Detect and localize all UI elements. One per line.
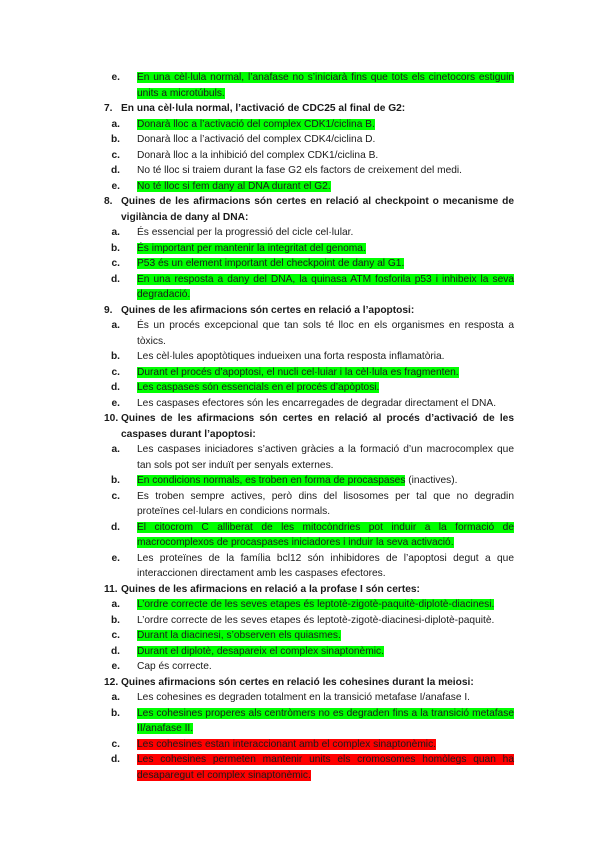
- answer-option: [104, 520, 514, 551]
- question-heading: [104, 675, 514, 691]
- option-text-segment: Les caspases iniciadores s’activen gràcies a la formació d’un macrocomplex que tan sols pot ser induït per senyals externes.: [137, 444, 514, 471]
- answer-option: [104, 117, 514, 133]
- highlight-correct: Les caspases són essencials en el procés d’apòptosi.: [137, 382, 380, 393]
- option-text: [137, 163, 514, 179]
- answer-option: [104, 706, 514, 737]
- question-number: 11.: [104, 583, 118, 595]
- highlight-correct: En una resposta a dany del DNA, la quinasa ATM fosforila p53 i inhibeix la seva degradació.: [137, 273, 514, 300]
- highlight-correct: No té lloc si fem dany al DNA durant el G2.: [137, 180, 331, 192]
- option-letter: b.: [110, 134, 120, 145]
- answer-option: [104, 163, 514, 179]
- option-text: [137, 349, 514, 365]
- option-letter: e.: [111, 72, 120, 83]
- option-letter: e.: [111, 552, 120, 564]
- answer-option: [104, 272, 514, 303]
- option-text-segment: (inactives).: [405, 475, 458, 486]
- answer-option: [104, 179, 514, 195]
- option-letter: a.: [111, 599, 120, 610]
- question-text: Quines afirmacions són certes en relació les cohesines durant la meiosi:: [121, 676, 474, 688]
- answer-option: [104, 318, 514, 349]
- option-text: [137, 690, 514, 706]
- option-letter: d.: [110, 645, 120, 657]
- option-text: [137, 318, 514, 349]
- option-letter: b.: [110, 351, 120, 362]
- highlight-correct: En una cèl·lula normal, l’anafase no s’iniciarà fins que tots els cinetocors estiguin units a microtúbuls.: [137, 72, 514, 99]
- option-letter: a.: [111, 227, 120, 238]
- option-text-segment: Les caspases efectores són les encarregades de degradar directament el DNA.: [137, 397, 497, 409]
- question-number: 9.: [104, 304, 113, 316]
- answer-option: [104, 628, 514, 644]
- option-text: [137, 752, 514, 783]
- question-number: 10.: [104, 413, 119, 424]
- option-text: [137, 489, 514, 520]
- answer-option: [104, 132, 514, 148]
- answer-option: [104, 256, 514, 272]
- answer-option: [104, 489, 514, 520]
- option-text: [137, 613, 514, 629]
- option-text-segment: És essencial per la progressió del cicle cel·lular.: [137, 227, 354, 238]
- option-text: [137, 380, 514, 396]
- option-text: [137, 520, 514, 551]
- option-letter: c.: [111, 630, 120, 641]
- option-text: [137, 644, 514, 660]
- option-text: [137, 272, 514, 303]
- answer-option: [104, 396, 514, 412]
- highlight-correct: El citocrom C alliberat de les mitocòndries pot induir a la formació de macrocomplexos de procaspases iniciadores i induir la seva activació.: [137, 521, 514, 548]
- option-letter: e.: [111, 661, 120, 672]
- option-text: [137, 241, 514, 257]
- question-heading: [104, 303, 514, 319]
- option-text-segment: Les cohesines es degraden totalment en la transició metafase I/anafase I.: [137, 692, 470, 703]
- option-text: [137, 132, 514, 148]
- option-text: [137, 628, 514, 644]
- option-text: [137, 551, 514, 582]
- question-number: 12.: [104, 676, 119, 688]
- option-text: [137, 706, 514, 737]
- highlight-incorrect: Les cohesines estan interaccionant amb el complex sinaptonèmic.: [137, 738, 436, 750]
- question-heading: [104, 194, 514, 225]
- highlight-correct: P53 és un element important del checkpoint de dany al G1.: [137, 258, 405, 269]
- option-letter: a.: [111, 118, 120, 130]
- option-letter: b.: [110, 475, 120, 486]
- option-letter: d.: [110, 754, 120, 765]
- option-letter: c.: [111, 258, 120, 269]
- option-letter: c.: [111, 149, 120, 161]
- answer-option: [104, 551, 514, 582]
- question-list: [104, 70, 514, 783]
- option-letter: b.: [110, 707, 120, 719]
- highlight-correct: L’ordre correcte de les seves etapes és leptotè-zigotè-paquitè-diplotè-diacinesi.: [137, 599, 495, 610]
- option-letter: b.: [110, 614, 120, 626]
- answer-option: [104, 241, 514, 257]
- question-number: 8.: [104, 196, 113, 207]
- highlight-correct: Durant el diplotè, desapareix el complex sinaptonèmic.: [137, 645, 384, 657]
- question-text: Quines de les afirmacions són certes en relació al procés d’activació de les caspases durant l’apoptosi:: [121, 413, 514, 440]
- option-text-segment: Cap és correcte.: [137, 661, 212, 672]
- option-letter: d.: [110, 521, 120, 533]
- highlight-correct: Durant el procés d’apoptosi, el nucli cel·luiar i la cèl·lula es fragmenten.: [137, 366, 459, 378]
- option-letter: a.: [111, 444, 120, 455]
- option-text-segment: Les cèl·lules apoptòtiques indueixen una forta resposta inflamatòria.: [137, 351, 445, 362]
- option-letter: a.: [111, 692, 120, 703]
- answer-option: [104, 365, 514, 381]
- option-letter: e.: [111, 397, 120, 409]
- option-text: [137, 148, 514, 164]
- answer-option: [104, 473, 514, 489]
- option-text-segment: Les proteïnes de la família bcl12 són inhibidores de l’apoptosi degut a que interaccionen directament amb les caspases efectores.: [137, 552, 514, 579]
- answer-option: [104, 644, 514, 660]
- answer-option: [104, 737, 514, 753]
- highlight-incorrect: Les cohesines permeten mantenir units els cromosomes homòlegs quan ha desaparegut el complex sinaptonèmic.: [137, 754, 514, 781]
- option-text-segment: Es troben sempre actives, però dins del lisosomes per tal que no degradin proteïnes cel·lulars en condicions normals.: [137, 490, 514, 517]
- answer-option: [104, 659, 514, 675]
- option-text: [137, 659, 514, 675]
- highlight-correct: En condicions normals, es troben en forma de procaspases: [137, 475, 406, 486]
- answer-option: [104, 613, 514, 629]
- option-letter: d.: [110, 273, 120, 285]
- answer-option: [104, 70, 514, 101]
- answer-option: [104, 380, 514, 396]
- highlight-correct: Donarà lloc a l’activació del complex CDK1/ciclina B.: [137, 118, 375, 130]
- option-letter: c.: [111, 490, 120, 502]
- option-text: [137, 737, 514, 753]
- question-text: Quines de les afirmacions són certes en relació al checkpoint o mecanisme de vigilància de dany al DNA:: [121, 196, 514, 223]
- answer-option: [104, 148, 514, 164]
- question-heading: [104, 411, 514, 442]
- answer-option: [104, 349, 514, 365]
- option-letter: e.: [111, 180, 120, 192]
- option-text-segment: Donarà lloc a l’activació del complex CDK4/ciclina D.: [137, 134, 376, 145]
- option-letter: c.: [111, 366, 120, 378]
- option-text: [137, 256, 514, 272]
- option-text-segment: És un procés excepcional que tan sols té lloc en els organismes en resposta a tòxics.: [137, 320, 514, 347]
- option-text: [137, 225, 514, 241]
- option-text: [137, 365, 514, 381]
- option-text: [137, 597, 514, 613]
- option-text: [137, 442, 514, 473]
- option-letter: a.: [111, 320, 120, 331]
- question-heading: [104, 101, 514, 117]
- highlight-correct: Durant la diacinesi, s’observen els quiasmes.: [137, 630, 341, 641]
- answer-option: [104, 690, 514, 706]
- option-text: [137, 473, 514, 489]
- option-text-segment: L’ordre correcte de les seves etapes és leptotè-zigotè-diacinesi-diplotè-paquitè.: [137, 614, 495, 626]
- answer-option: [104, 597, 514, 613]
- option-text: [137, 70, 514, 101]
- question-text: Quines de les afirmacions en relació a la profase I són certes:: [121, 583, 420, 595]
- question-number: 7.: [104, 103, 113, 114]
- option-letter: d.: [110, 382, 120, 393]
- option-text-segment: No té lloc si traiem durant la fase G2 els factors de creixement del medi.: [137, 165, 463, 176]
- question-text: En una cèl·lula normal, l’activació de CDC25 al final de G2:: [121, 103, 406, 114]
- question-text: Quines de les afirmacions són certes en relació a l’apoptosi:: [121, 304, 415, 316]
- option-text: [137, 117, 514, 133]
- option-letter: c.: [111, 738, 120, 750]
- answer-option: [104, 225, 514, 241]
- answer-option: [104, 442, 514, 473]
- option-text-segment: Donarà lloc a la inhibició del complex CDK1/ciclina B.: [137, 149, 379, 161]
- option-text: [137, 396, 514, 412]
- answer-option: [104, 752, 514, 783]
- option-letter: d.: [110, 165, 120, 176]
- option-letter: b.: [110, 242, 120, 254]
- highlight-correct: Les cohesines properes als centròmers no es degraden fins a la transició metafase II/anafase II.: [137, 707, 514, 734]
- highlight-correct: És important per mantenir la integritat del genoma.: [137, 242, 366, 254]
- option-text: [137, 179, 514, 195]
- question-heading: [104, 582, 514, 598]
